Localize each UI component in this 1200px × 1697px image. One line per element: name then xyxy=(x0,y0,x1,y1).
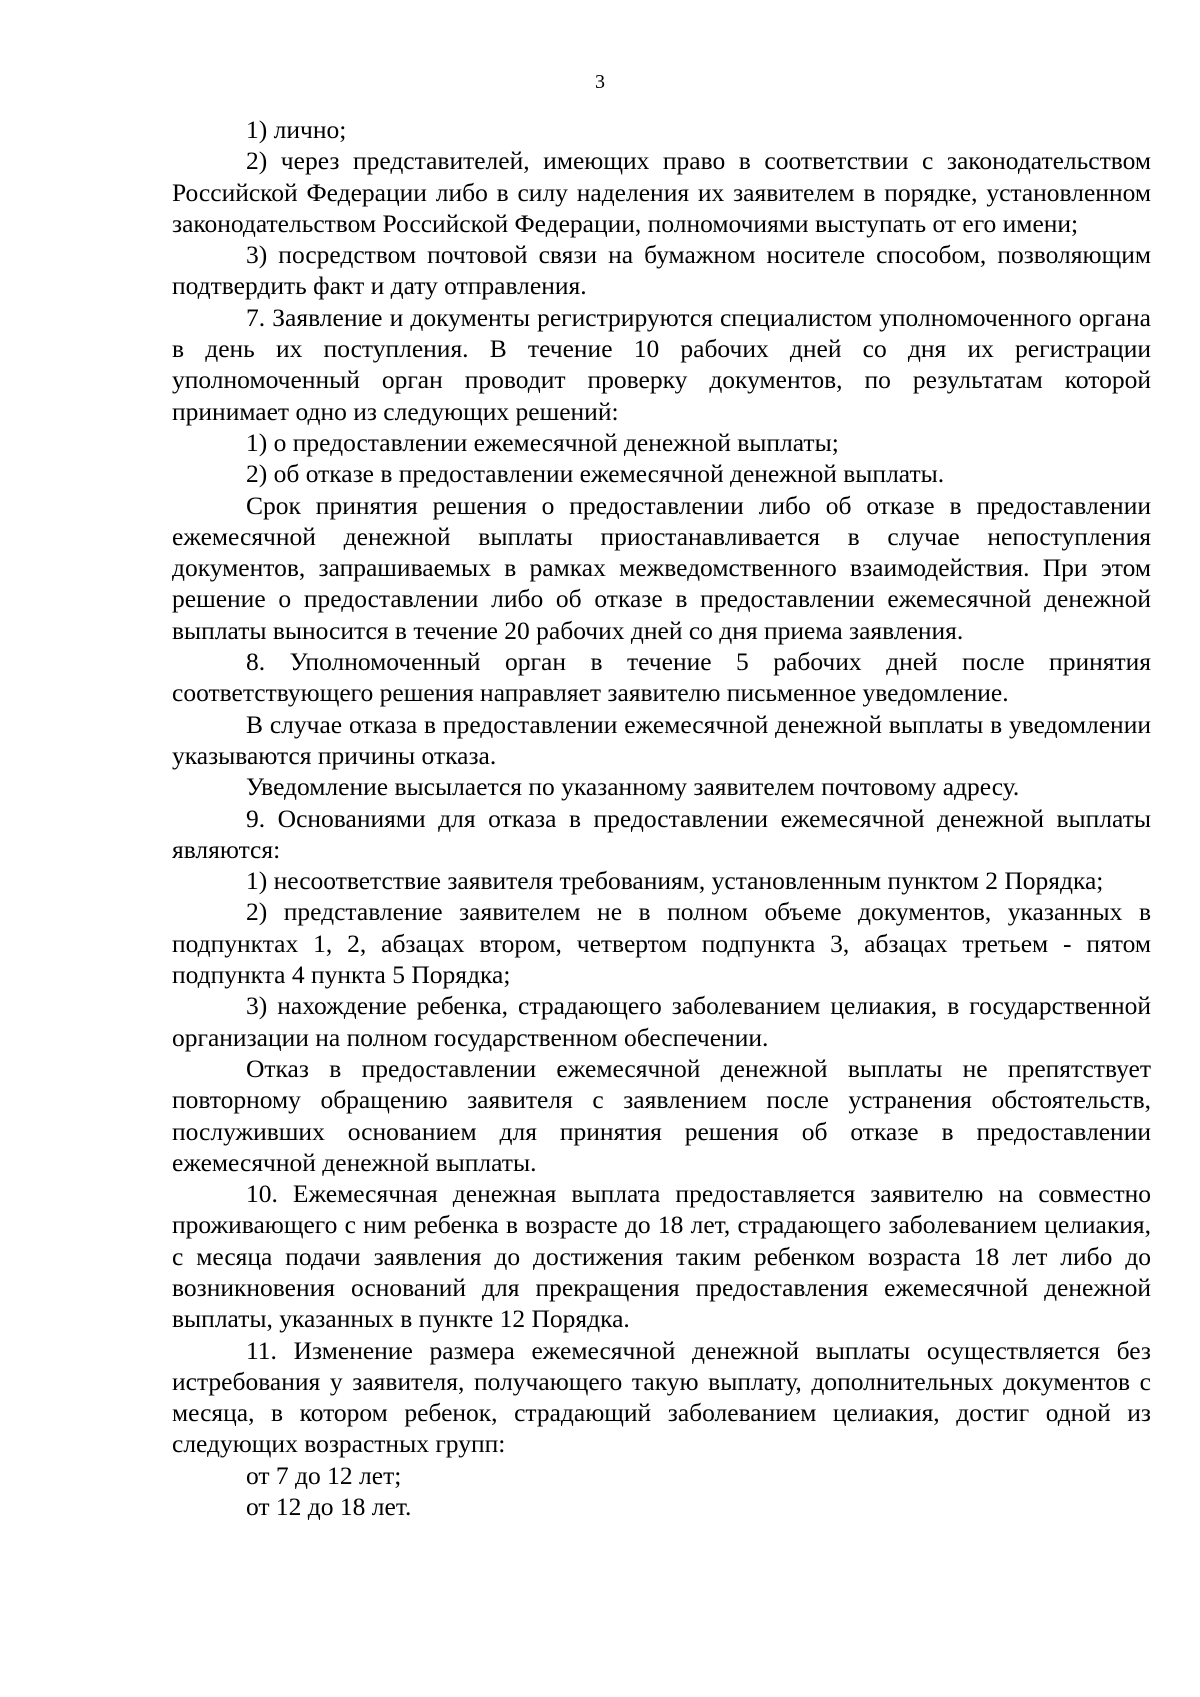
paragraph: 9. Основаниями для отказа в предоставлении ежемесячной денежной выплаты являются: xyxy=(172,803,1151,864)
paragraph: 1) о предоставлении ежемесячной денежной выплаты; xyxy=(246,427,839,457)
paragraph: от 7 до 12 лет; xyxy=(246,1460,402,1490)
paragraph: 10. Ежемесячная денежная выплата предоставляется заявителю на совместно проживающего с ним ребенка в возрасте до 18 лет, страдающего заболеванием целиакия, с месяца подачи заявления до достижения таким ребенком возраста 18 лет либо до возникновения оснований для прекращения предоставления ежемесячной денежной выплаты, указанных в пункте 12 Порядка. xyxy=(172,1179,1151,1334)
paragraph: 11. Изменение размера ежемесячной денежной выплаты осуществляется без истребования у заявителя, получающего такую выплату, дополнительных документов с месяца, в котором ребенок, страдающий заболеванием целиакия, достиг одной из следующих возрастных групп: xyxy=(172,1335,1151,1459)
paragraph: 1) несоответствие заявителя требованиям, установленным пунктом 2 Порядка; xyxy=(246,866,1104,896)
paragraph: 1) лично; xyxy=(246,115,347,144)
paragraph: В случае отказа в предоставлении ежемесячной денежной выплаты в уведомлении указываются причины отказа. xyxy=(172,709,1151,770)
paragraph: 3) посредством почтовой связи на бумажном носителе способом, позволяющим подтвердить факт и дату отправления. xyxy=(172,240,1151,301)
paragraph: Срок принятия решения о предоставлении либо об отказе в предоставлении ежемесячной денежной выплаты приостанавливается в случае непоступления документов, запрашиваемых в рамках межведомственного взаимодействия. При этом решение о предоставлении либо об отказе в предоставлении ежемесячной денежной выплаты выносится в течение 20 рабочих дней со дня приема заявления. xyxy=(172,490,1151,645)
paragraph: 7. Заявление и документы регистрируются специалистом уполномоченного органа в день их поступления. В течение 10 рабочих дней со дня их регистрации уполномоченный орган проводит проверку документов, по результатам которой принимает одно из следующих решений: xyxy=(172,302,1151,426)
paragraph: 2) через представителей, имеющих право в соответствии с законодательством Российской Федерации либо в силу наделения их заявителем в порядке, установленном законодательством Российской Федерации, полномочиями выступать от его имени; xyxy=(172,146,1151,238)
paragraph: 2) представление заявителем не в полном объеме документов, указанных в подпунктах 1, 2, абзацах втором, четвертом подпункта 3, абзацах третьем - пятом подпункта 4 пункта 5 Порядка; xyxy=(172,897,1151,990)
paragraph: от 12 до 18 лет. xyxy=(246,1492,412,1522)
paragraph: 8. Уполномоченный орган в течение 5 рабочих дней после принятия соответствующего решения направляет заявителю письменное уведомление. xyxy=(172,647,1151,708)
paragraph: 3) нахождение ребенка, страдающего заболеванием целиакия, в государственной организации на полном государственном обеспечении. xyxy=(172,991,1151,1052)
page-number: 3 xyxy=(595,71,605,93)
paragraph: Отказ в предоставлении ежемесячной денежной выплаты не препятствует повторному обращению заявителя с заявлением после устранения обстоятельств, послуживших основанием для принятия решения об отказе в предоставлении ежемесячной денежной выплаты. xyxy=(172,1053,1151,1177)
document-body xyxy=(172,114,1151,1522)
paragraph: 2) об отказе в предоставлении ежемесячной денежной выплаты. xyxy=(246,459,945,489)
paragraph: Уведомление высылается по указанному заявителем почтовому адресу. xyxy=(246,772,1020,802)
